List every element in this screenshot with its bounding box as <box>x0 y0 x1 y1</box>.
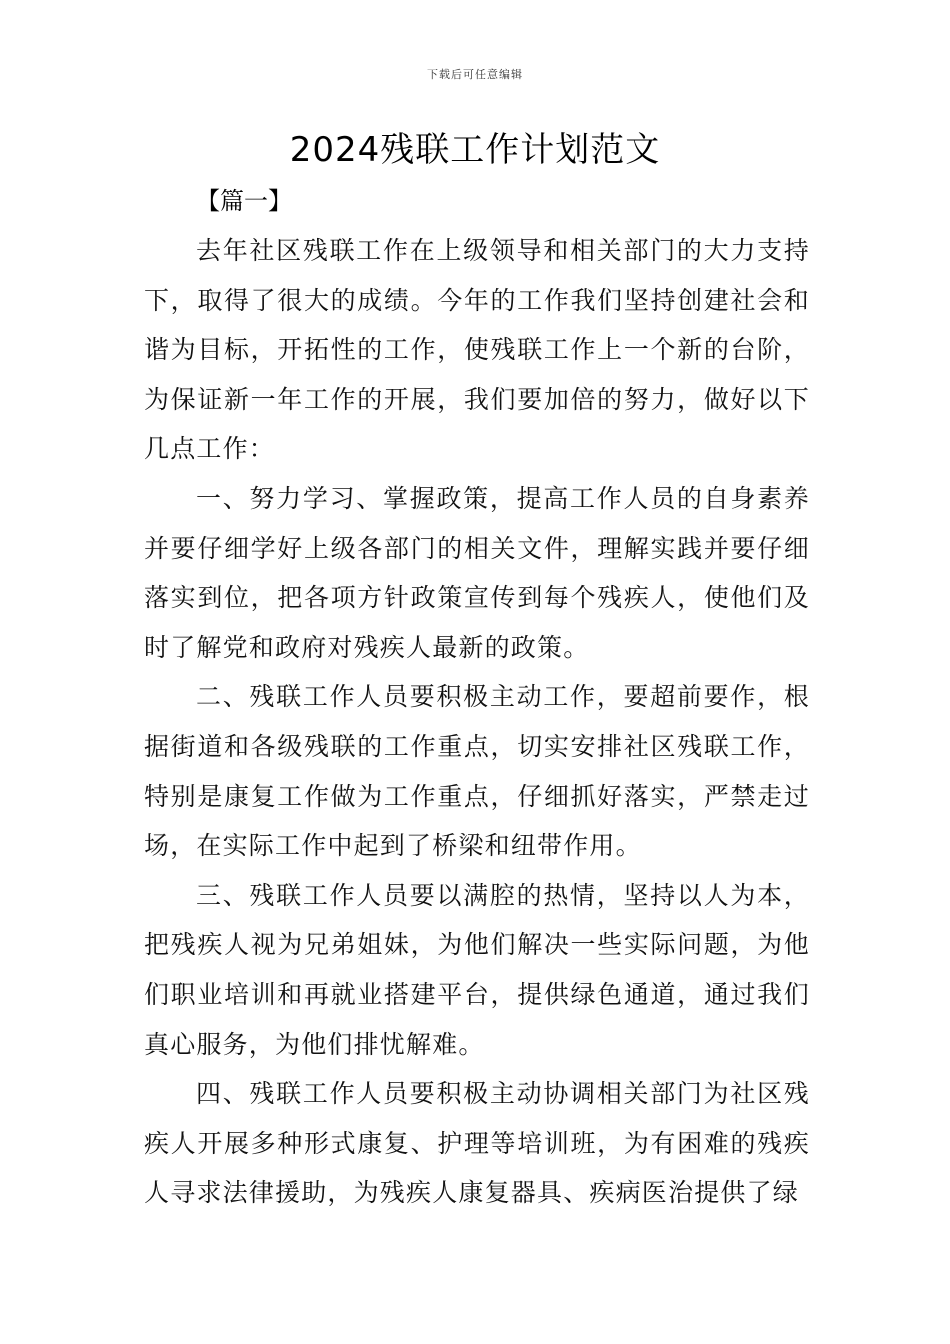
paragraph-item-2: 二、残联工作人员要积极主动工作，要超前要作，根据街道和各级残联的工作重点，切实安排社区残联工作，特别是康复工作做为工作重点，仔细抓好落实，严禁走过场，在实际工作中起到了桥梁和纽带作用。 <box>144 682 810 861</box>
paragraph-item-4: 四、残联工作人员要积极主动协调相关部门为社区残疾人开展多种形式康复、护理等培训班，为有困难的残疾人寻求法律援助，为残疾人康复器具、疾病医治提供了绿 <box>144 1079 810 1208</box>
document-body <box>144 226 810 1218</box>
paragraph-intro: 去年社区残联工作在上级领导和相关部门的大力支持下，取得了很大的成绩。今年的工作我们坚持创建社会和谐为目标，开拓性的工作，使残联工作上一个新的台阶，为保证新一年工作的开展，我们要加倍的努力，做好以下几点工作： <box>144 236 810 464</box>
section-label: 【篇一】 <box>196 187 292 215</box>
header-note: 下载后可任意编辑 <box>427 68 523 81</box>
paragraph-item-3: 三、残联工作人员要以满腔的热情，坚持以人为本，把残疾人视为兄弟姐妹，为他们解决一些实际问题，为他们职业培训和再就业搭建平台，提供绿色通道，通过我们真心服务，为他们排忧解难。 <box>144 880 810 1059</box>
paragraph-item-1: 一、努力学习、掌握政策，提高工作人员的自身素养并要仔细学好上级各部门的相关文件，理解实践并要仔细落实到位，把各项方针政策宣传到每个残疾人，使他们及时了解党和政府对残疾人最新的政策。 <box>144 483 810 662</box>
document-title: 2024残联工作计划范文 <box>289 130 661 170</box>
